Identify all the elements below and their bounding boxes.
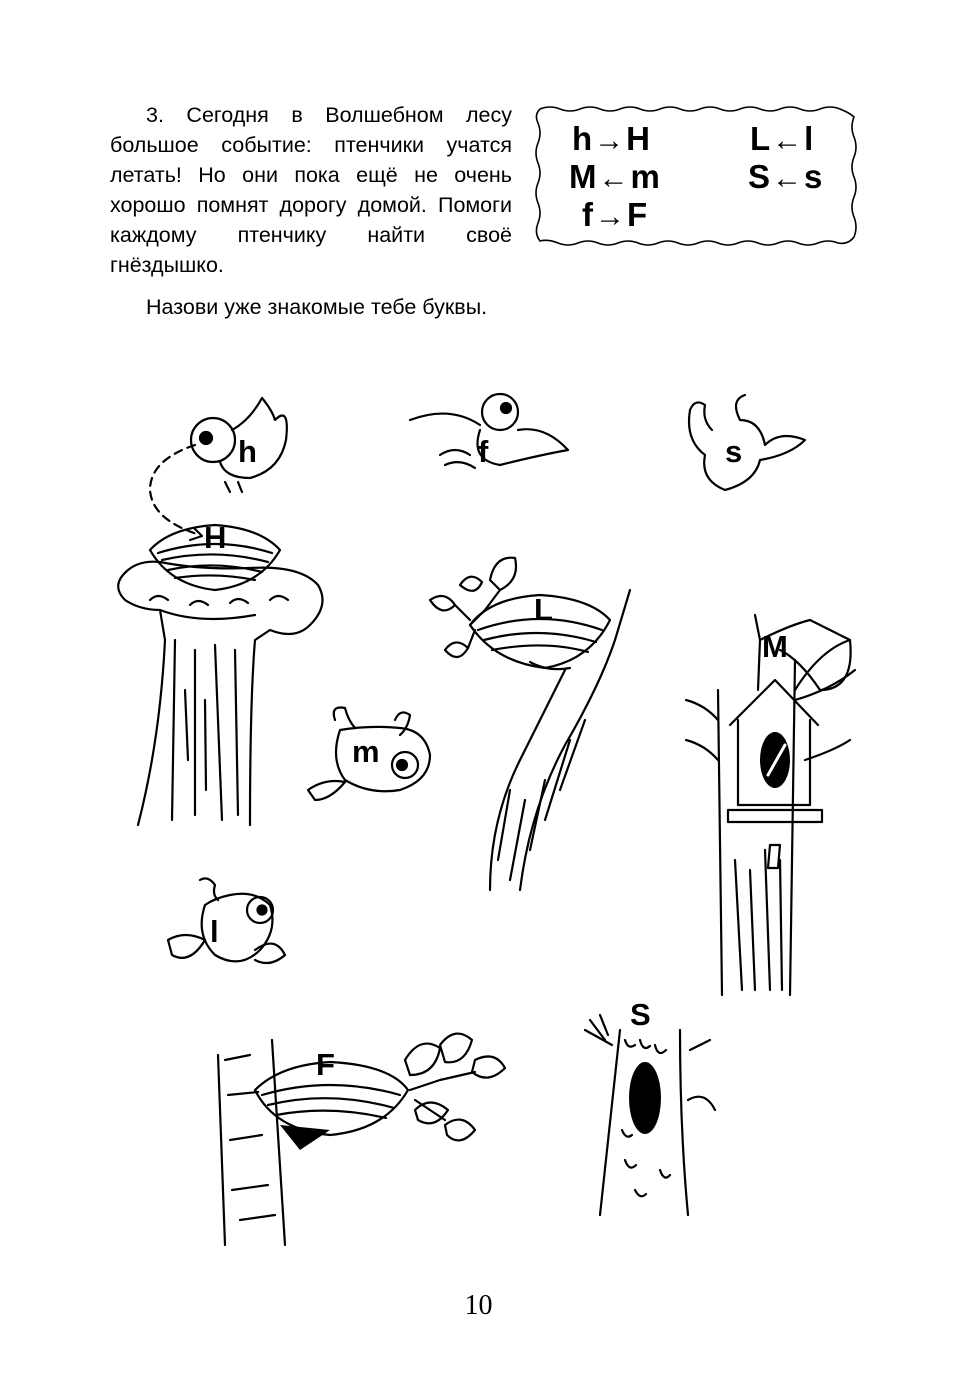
subtask-text: Назови уже знакомые тебе буквы.: [146, 295, 488, 319]
tree-l-nest: [430, 558, 630, 890]
key-row-l: L←l: [750, 120, 814, 157]
tree-m-birdhouse: [686, 615, 855, 995]
nest-label-s: S: [630, 997, 651, 1032]
tree-h-nest: [118, 445, 322, 825]
nest-label-h: H: [204, 520, 227, 555]
key-row-m: M←m: [569, 158, 660, 195]
bird-s: [689, 395, 805, 490]
bird-l: [168, 878, 285, 963]
page-number: 10: [464, 1290, 493, 1321]
key-row-f: f→F: [582, 196, 648, 233]
tree-f-nest: [218, 1034, 505, 1245]
task-paragraph: 3. Сегодня в Волшебном лесу большое событие: птенчики учатся летать! Но они пока ещё не очень хорошо помнят дорогу домой. Помоги каждому птенчику найти своё гнёздышко.: [110, 103, 512, 277]
bird-f: [410, 394, 568, 468]
nest-label-f: F: [316, 1047, 335, 1082]
bird-label-f: f: [478, 434, 489, 469]
key-row-h: h→H: [572, 120, 651, 157]
bird-label-m: m: [352, 734, 380, 769]
nest-label-l: L: [534, 592, 553, 627]
nest-label-m: M: [762, 629, 788, 664]
key-row-s: S←s: [748, 158, 823, 195]
bird-label-s: s: [725, 434, 743, 469]
bird-label-l: l: [210, 914, 219, 949]
bird-label-h: h: [238, 434, 257, 469]
